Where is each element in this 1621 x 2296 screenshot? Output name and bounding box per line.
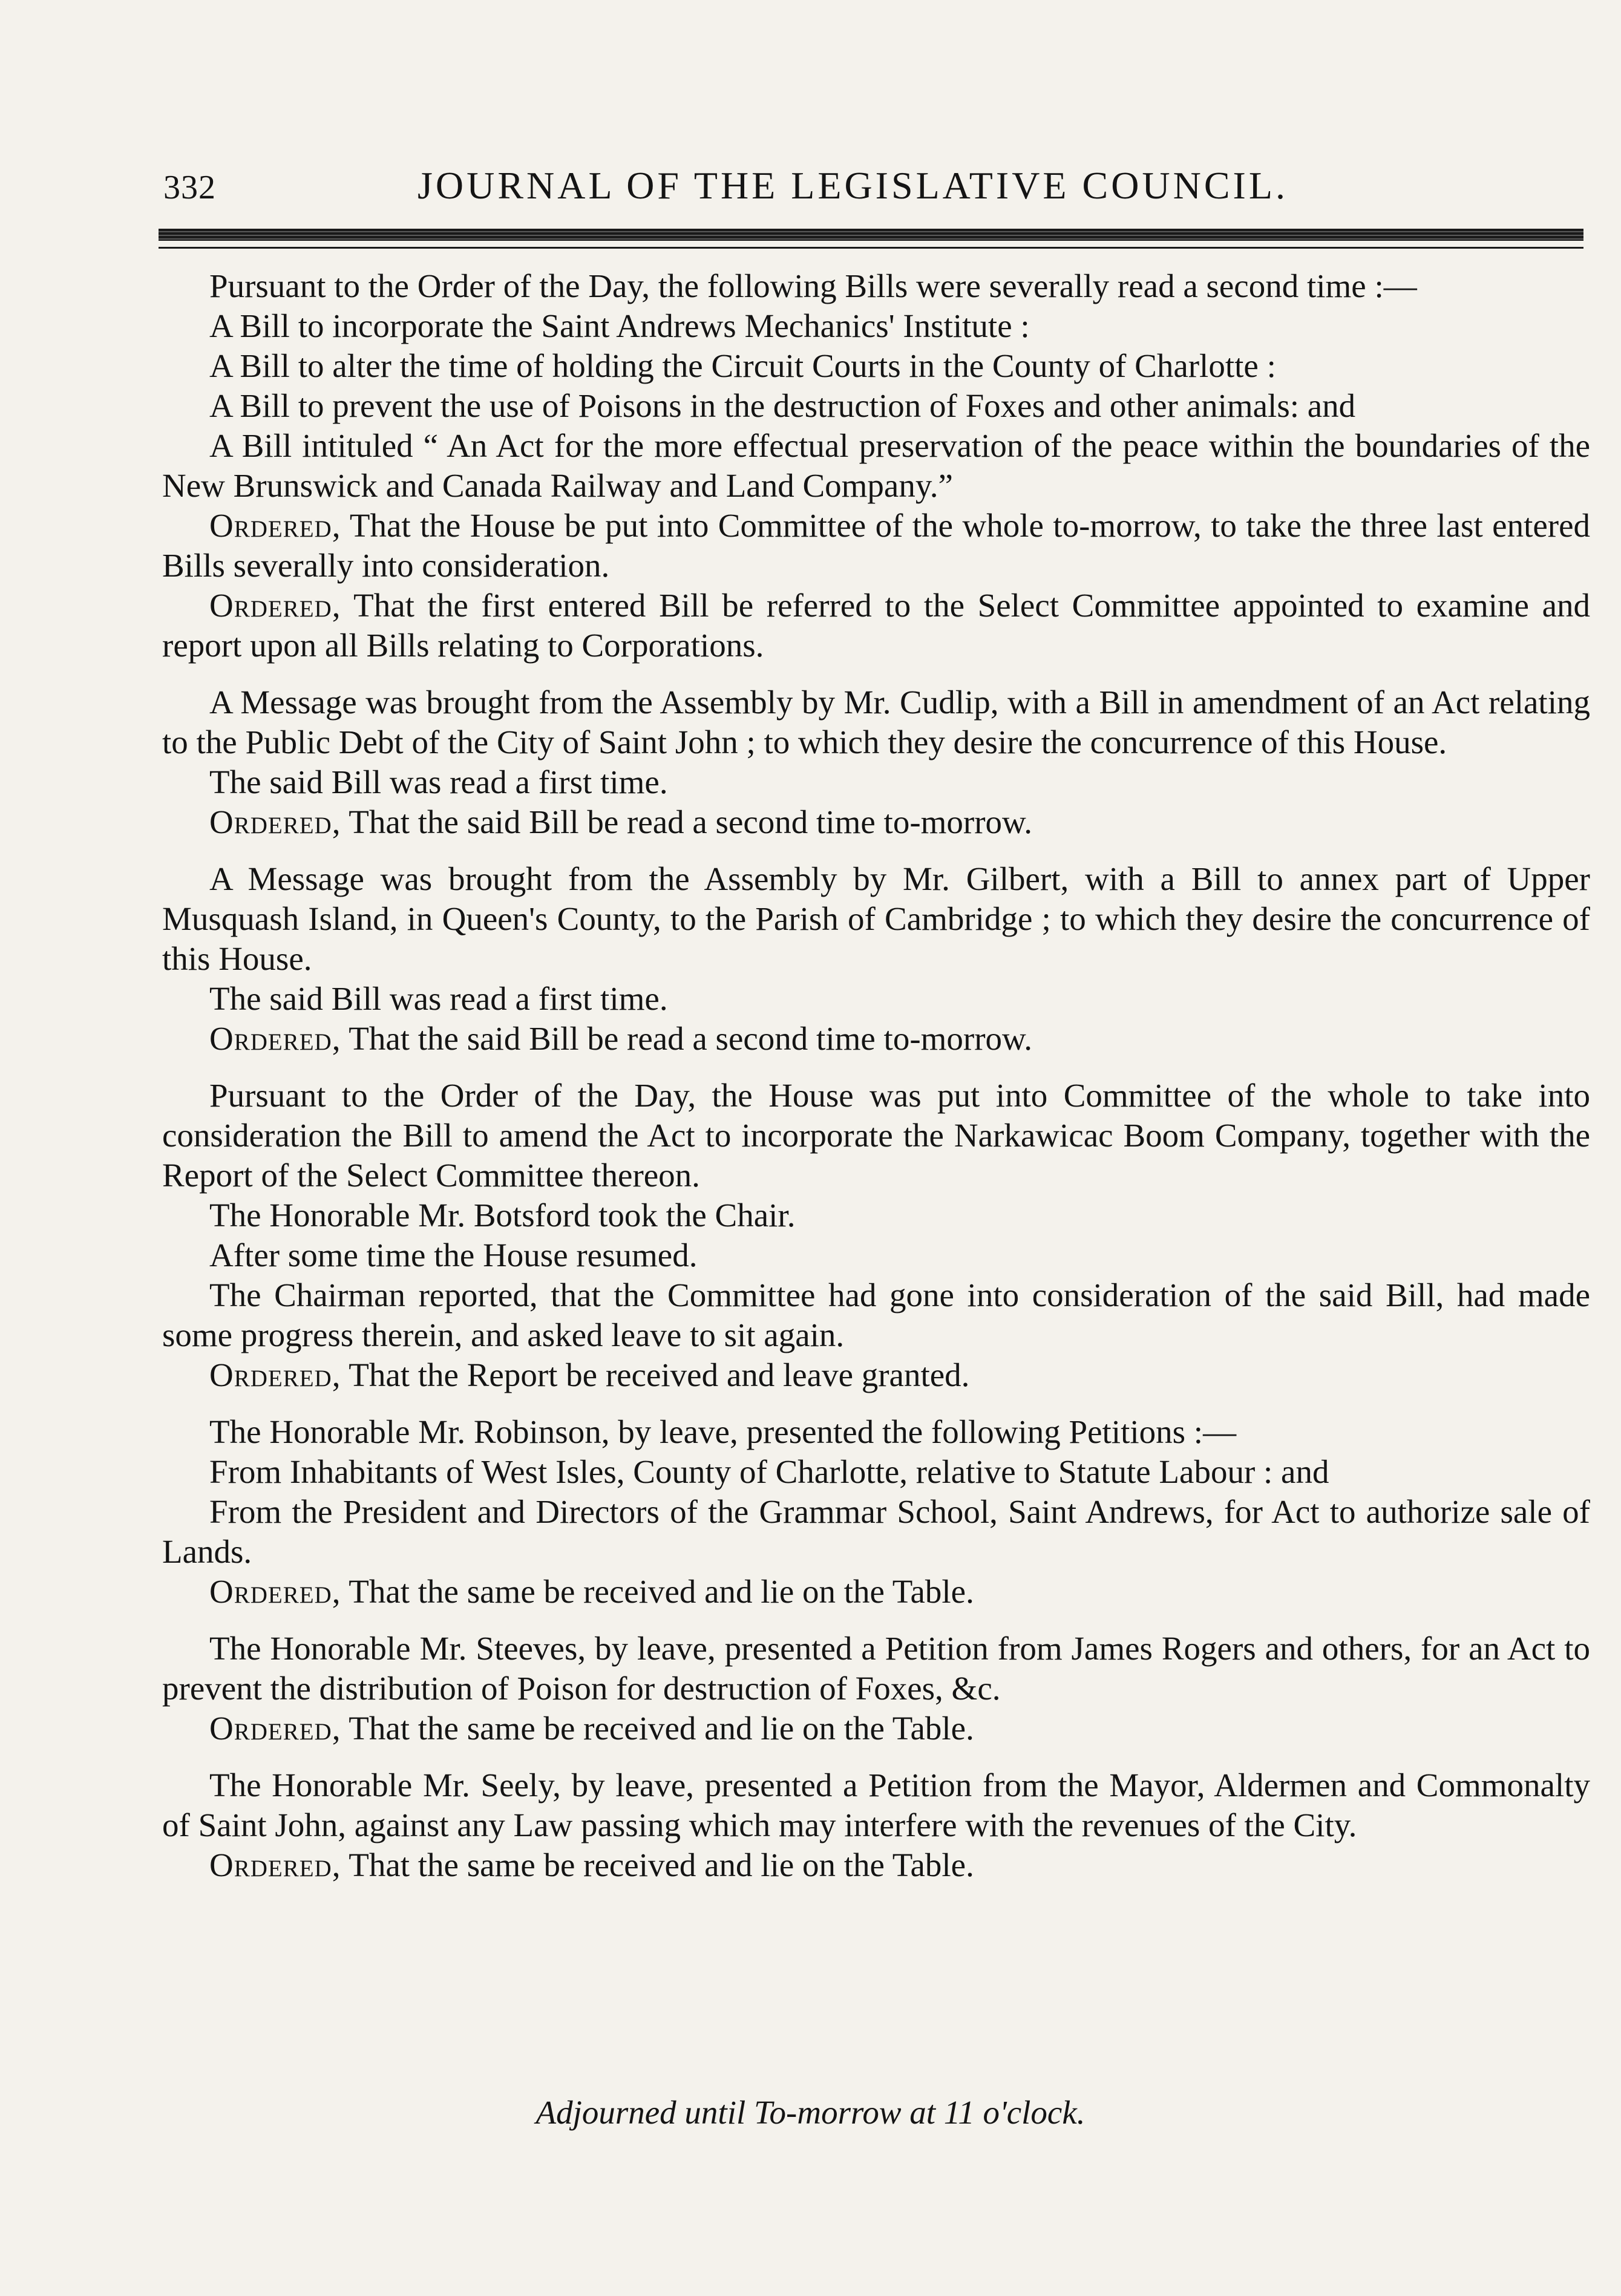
paragraph: A Bill intituled “ An Act for the more effectual preservation of the peace within the boundaries of the New Brunswick and Canada Railway and Land Company.” [162,427,1590,504]
ordered-paragraph: Ordered, That the said Bill be read a second time to-morrow. [209,803,1032,840]
paragraph: A Bill to incorporate the Saint Andrews Mechanics' Institute : [209,307,1030,344]
ordered-paragraph: Ordered, That the same be received and lie on the Table. [209,1710,974,1747]
ordered-label: Ordered, [209,1356,341,1393]
paragraph: Pursuant to the Order of the Day, the following Bills were severally read a second time :— [209,267,1417,304]
paragraph: Pursuant to the Order of the Day, the House was put into Committee of the whole to take into consideration the Bill to amend the Act to incorporate the Narkawicac Boom Company, together with the Report of the Select Committee thereon. [162,1077,1590,1194]
ordered-paragraph: Ordered, That the same be received and lie on the Table. [209,1846,974,1883]
paragraph: The Chairman reported, that the Committee had gone into consideration of the said Bill, had made some progress therein, and asked leave to sit again. [162,1277,1590,1353]
adjournment-line: Adjourned until To-morrow at 11 o'clock. [535,2094,1086,2131]
paragraph: The Honorable Mr. Robinson, by leave, presented the following Petitions :— [209,1413,1237,1450]
paragraph: The Honorable Mr. Steeves, by leave, presented a Petition from James Rogers and others, for an Act to prevent the distribution of Poison for destruction of Foxes, &c. [162,1630,1590,1707]
ordered-label: Ordered, [209,1573,341,1610]
paragraph: After some time the House resumed. [209,1237,698,1274]
paragraph: From the President and Directors of the Grammar School, Saint Andrews, for Act to authorize sale of Lands. [162,1493,1590,1570]
page-number: 332 [163,169,216,206]
paragraph: The said Bill was read a first time. [209,764,668,800]
ordered-label: Ordered, [209,1020,341,1057]
paragraph: A Message was brought from the Assembly by Mr. Cudlip, with a Bill in amendment of an Act relating to the Public Debt of the City of Saint John ; to which they desire the concurrence of this House. [162,684,1590,760]
paragraph: A Bill to prevent the use of Poisons in the destruction of Foxes and other animals: and [209,387,1356,424]
journal-body [162,266,1590,1885]
ordered-paragraph: Ordered, That the House be put into Committee of the whole to-morrow, to take the three last entered Bills severally into consideration. [162,507,1590,584]
paragraph: The Honorable Mr. Seely, by leave, presented a Petition from the Mayor, Aldermen and Commonalty of Saint John, against any Law passing which may interfere with the revenues of the City. [162,1767,1590,1843]
ordered-label: Ordered, [209,507,341,544]
ordered-paragraph: Ordered, That the first entered Bill be referred to the Select Committee appointed to examine and report upon all Bills relating to Corporations. [162,587,1590,664]
paragraph: The Honorable Mr. Botsford took the Chair. [209,1197,796,1234]
header-rule-thin [159,247,1583,249]
ordered-paragraph: Ordered, That the same be received and lie on the Table. [209,1573,974,1610]
header-rule-thick [159,229,1583,241]
ordered-label: Ordered, [209,587,341,624]
ordered-label: Ordered, [209,1710,341,1747]
paragraph: A Bill to alter the time of holding the Circuit Courts in the County of Charlotte : [209,347,1276,384]
ordered-label: Ordered, [209,803,341,840]
running-title: JOURNAL OF THE LEGISLATIVE COUNCIL. [418,164,1288,207]
ordered-paragraph: Ordered, That the Report be received and leave granted. [209,1356,970,1393]
page-header [163,163,1585,218]
ordered-paragraph: Ordered, That the said Bill be read a second time to-morrow. [209,1020,1032,1057]
paragraph: From Inhabitants of West Isles, County of Charlotte, relative to Statute Labour : and [209,1453,1329,1490]
paragraph: The said Bill was read a first time. [209,980,668,1017]
paragraph: A Message was brought from the Assembly by Mr. Gilbert, with a Bill to annex part of Upper Musquash Island, in Queen's County, to the Parish of Cambridge ; to which they desire the concurrence of this House. [162,860,1590,977]
ordered-label: Ordered, [209,1846,341,1883]
